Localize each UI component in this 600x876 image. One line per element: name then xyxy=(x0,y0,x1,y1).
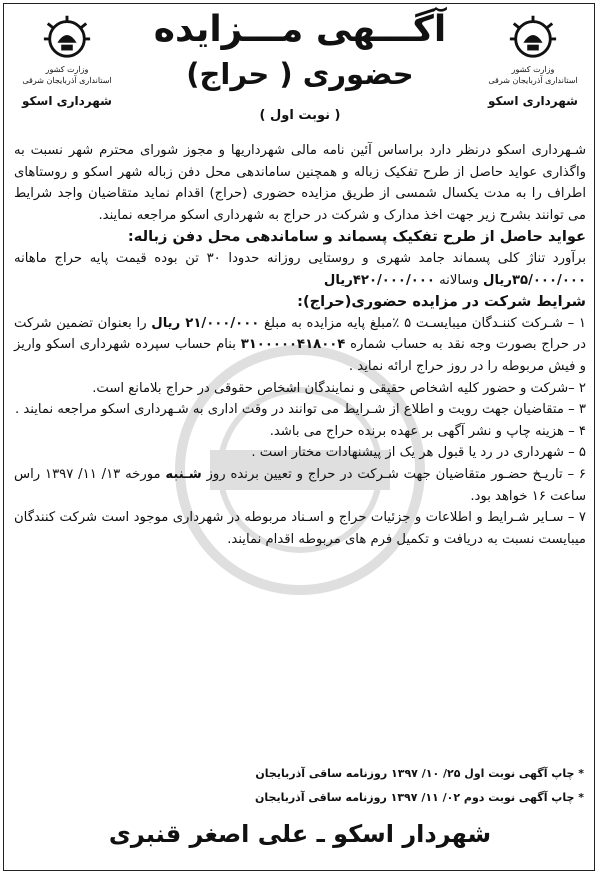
auction-day: شـنبه xyxy=(165,466,202,482)
org-name-right: شهرداری اسکو xyxy=(488,94,578,108)
revenue-paragraph xyxy=(14,248,586,291)
ministry-line-1: وزارت کشور xyxy=(45,65,89,74)
condition-item-3: ۳ – متقاضیان جهت رویت و اطلاع از شـرایط می توانند در وقت اداری به شـهرداری اسکو مراجعه نمایند . xyxy=(14,402,586,418)
ministry-line-1: وزارت کشور xyxy=(511,65,555,74)
municipality-emblem-icon xyxy=(504,10,562,62)
round-label: ( نوبت اول ) xyxy=(259,108,341,123)
publication-note-2: * چاپ آگهی نوبت دوم ۰۲/ ۱۱/ ۱۳۹۷ روزنامه ساقی آذربایجان xyxy=(255,791,584,804)
condition-item-6 xyxy=(14,464,586,507)
condition-item-4: ۴ – هزینه چاپ و نشر آگهی بر عهده برنده حراج می باشد. xyxy=(269,423,586,439)
condition-item-7: ۷ – سـایر شـرایط و اطلاعات و جزئیات حراج و اسـناد مربوطه در شهرداری موجود است شرکت کنندگان میبایست نسبت به دریافت و تکمیل فرم های مربوطه اقدام نمایند. xyxy=(14,510,586,547)
mayor-signature: شهردار اسکو ـ علی اصغر قنبری xyxy=(108,820,492,848)
condition-item-2: ۲ –شرکت و حضور کلیه اشخاص حقیقی و نمایندگان اشخاص حقوقی در حراج بلامانع است. xyxy=(92,380,586,396)
condition-item-5: ۵ – شهرداری در رد یا قبول هر یک از پیشنهادات مختار است . xyxy=(251,445,586,461)
section-heading-conditions: شرایط شرکت در مزایده حضوری(حراج): xyxy=(297,293,586,311)
intro-paragraph: شـهرداری اسکو درنظر دارد براساس آئین نامه مالی شهرداریها و مجوز شورای محترم شهر نسبت به واگذاری عواید حاصل از طرح تفکیک زباله و همچنین ساماندهی محل دفن زباله شهر اسکو و روستاهای اطراف را به مدت یکسال شمسی از طریق مزایده حضوری (حراج) اقدام نماید متقاضیان واجد شرایط می توانند بشرح زیر جهت اخذ مدارک و شرکت در حراج به شهرداری اسکو مراجعه نمایند. xyxy=(14,143,586,223)
condition-1-text-b: را بعنوان تضمین شرکت در حراج بصورت وجه نقد به حساب شماره xyxy=(14,315,586,353)
publication-notes xyxy=(24,762,584,810)
condition-1-text-c: بنام حساب سپرده شهرداری اسکو واریز و فیش مربوطه را در روز حراج ارائه نماید . xyxy=(14,337,586,374)
revenue-text: برآورد تناژ کلی پسماند جامد شهری و روستایی روزانه حدودا ۳۰ تن بوده قیمت پایه حراج ماهانه xyxy=(14,250,587,266)
condition-item-1 xyxy=(14,313,586,378)
section-heading-revenue: عواید حاصل از طرح تفکیک پسماند و ساماندهی محل دفن زباله: xyxy=(127,228,586,246)
logo-right xyxy=(478,10,588,108)
deposit-amount: ۲۱/۰۰۰/۰۰۰ ریال xyxy=(151,315,260,331)
revenue-connector: وسالانه xyxy=(434,272,484,288)
condition-1-text: ۱ – شـرکت کننـدگان میبایسـت ۵ ٪مبلغ پایه مزایده به مبلغ xyxy=(259,315,587,331)
ministry-name xyxy=(12,64,122,86)
page-subtitle: حضوری ( حراج) xyxy=(186,57,414,91)
condition-6-text: ۶ – تاریـخ حضـور متقاضیان جهت شـرکت در حراج و تعیین برنده روز xyxy=(201,466,587,482)
logo-left xyxy=(12,10,122,108)
municipality-emblem-icon xyxy=(38,10,96,62)
announcement-body xyxy=(14,140,586,550)
condition-6-date: مورخه ۱۳/ ۱۱/ ۱۳۹۷ راس ساعت ۱۶ خواهد بود. xyxy=(14,466,586,504)
org-name-left: شهرداری اسکو xyxy=(22,94,112,108)
yearly-price: ۴۲۰/۰۰۰/۰۰۰ریال xyxy=(323,272,435,288)
publication-note-1: * چاپ آگهی نوبت اول ۲۵/ ۱۰/ ۱۳۹۷ روزنامه ساقی آذربایجان xyxy=(255,767,584,780)
page-title: آگـــهی مـــزایده xyxy=(153,9,447,50)
account-number: ۳۱۰۰۰۰۰۴۱۸۰۰۴ xyxy=(240,337,346,353)
ministry-line-2: استانداری آذربایجان شرقی xyxy=(488,76,578,85)
monthly-price: ۳۵/۰۰۰/۰۰۰ریال xyxy=(483,272,586,288)
ministry-line-2: استانداری آذربایجان شرقی xyxy=(22,76,112,85)
ministry-name xyxy=(478,64,588,86)
